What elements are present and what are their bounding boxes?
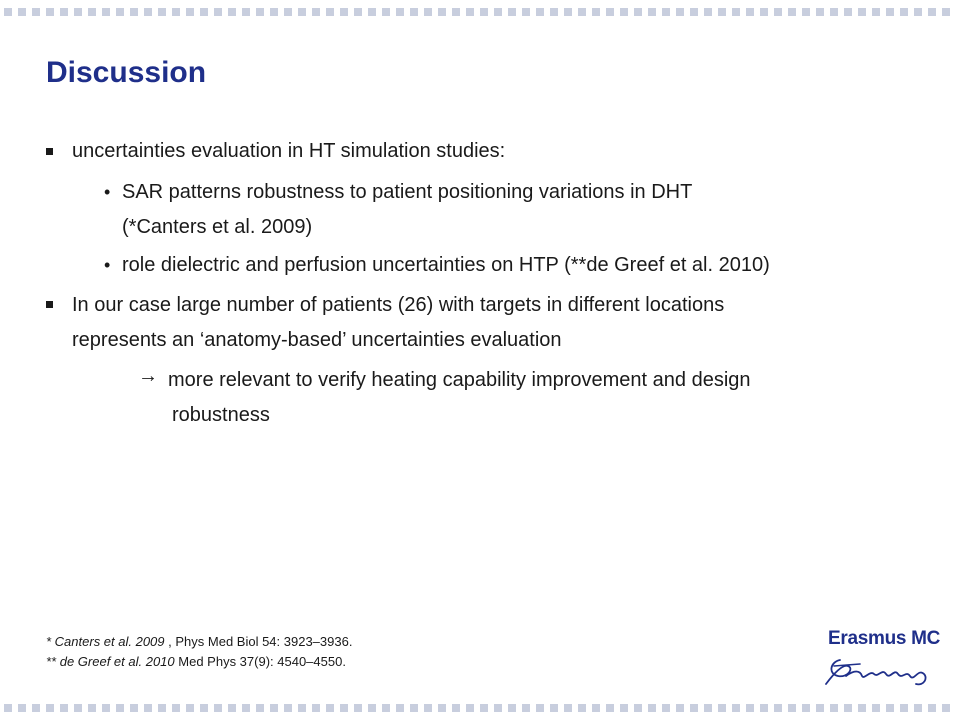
- border-dot: [788, 704, 796, 712]
- border-dot: [620, 8, 628, 16]
- border-dot: [438, 8, 446, 16]
- border-dot: [340, 704, 348, 712]
- square-bullet-icon: [46, 148, 53, 155]
- border-dot: [592, 704, 600, 712]
- border-dot: [4, 8, 12, 16]
- border-dot: [88, 8, 96, 16]
- top-dotted-border: [0, 8, 960, 16]
- bullet-2-cont: represents an ‘anatomy-based’ uncertainties evaluation: [72, 329, 562, 351]
- border-dot: [746, 8, 754, 16]
- border-dot: [284, 8, 292, 16]
- border-dot: [284, 704, 292, 712]
- border-dot: [676, 8, 684, 16]
- border-dot: [550, 8, 558, 16]
- sub-bullet-1a: SAR patterns robustness to patient positioning variations in DHT: [122, 181, 693, 203]
- border-dot: [886, 704, 894, 712]
- border-dot: [326, 8, 334, 16]
- border-dot: [830, 704, 838, 712]
- sub-bullet-1b: role dielectric and perfusion uncertainties on HTP (**de Greef et al. 2010): [122, 254, 770, 276]
- border-dot: [340, 8, 348, 16]
- border-dot: [914, 704, 922, 712]
- border-dot: [662, 704, 670, 712]
- border-dot: [18, 8, 26, 16]
- border-dot: [536, 704, 544, 712]
- border-dot: [662, 8, 670, 16]
- border-dot: [634, 704, 642, 712]
- arrow-point: more relevant to verify heating capability improvement and design: [168, 369, 751, 391]
- border-dot: [312, 704, 320, 712]
- references: [46, 632, 352, 672]
- slide-title: Discussion: [46, 56, 207, 89]
- border-dot: [858, 8, 866, 16]
- border-dot: [508, 704, 516, 712]
- border-dot: [130, 704, 138, 712]
- border-dot: [802, 704, 810, 712]
- border-dot: [494, 704, 502, 712]
- border-dot: [732, 8, 740, 16]
- erasmus-signature-icon: [820, 650, 940, 690]
- border-dot: [410, 8, 418, 16]
- border-dot: [270, 704, 278, 712]
- sub-bullet-1a-cont: (*Canters et al. 2009): [122, 216, 313, 238]
- border-dot: [46, 704, 54, 712]
- border-dot: [844, 8, 852, 16]
- border-dot: [382, 704, 390, 712]
- border-dot: [410, 704, 418, 712]
- border-dot: [690, 704, 698, 712]
- border-dot: [200, 8, 208, 16]
- border-dot: [606, 8, 614, 16]
- border-dot: [270, 8, 278, 16]
- border-dot: [326, 704, 334, 712]
- border-dot: [942, 8, 950, 16]
- border-dot: [900, 8, 908, 16]
- bullet-1: uncertainties evaluation in HT simulation studies:: [72, 140, 506, 162]
- border-dot: [928, 8, 936, 16]
- border-dot: [522, 704, 530, 712]
- border-dot: [368, 8, 376, 16]
- border-dot: [158, 704, 166, 712]
- border-dot: [242, 704, 250, 712]
- border-dot: [522, 8, 530, 16]
- border-dot: [746, 704, 754, 712]
- border-dot: [354, 704, 362, 712]
- arrow-right-icon: →: [138, 365, 158, 387]
- border-dot: [200, 704, 208, 712]
- border-dot: [382, 8, 390, 16]
- border-dot: [508, 8, 516, 16]
- bullet-2: In our case large number of patients (26) with targets in different locations: [72, 294, 725, 316]
- border-dot: [704, 704, 712, 712]
- border-dot: [494, 8, 502, 16]
- border-dot: [732, 704, 740, 712]
- border-dot: [466, 704, 474, 712]
- square-bullet-icon: [46, 301, 53, 308]
- border-dot: [816, 704, 824, 712]
- border-dot: [858, 704, 866, 712]
- border-dot: [74, 8, 82, 16]
- border-dot: [718, 8, 726, 16]
- reference-author: Canters et al. 2009: [54, 634, 165, 649]
- round-bullet-icon: •: [104, 255, 111, 275]
- reference-2: ** de Greef et al. 2010 Med Phys 37(9): 4540–4550.: [46, 654, 346, 669]
- border-dot: [116, 8, 124, 16]
- border-dot: [564, 8, 572, 16]
- border-dot: [144, 8, 152, 16]
- border-dot: [186, 8, 194, 16]
- border-dot: [46, 8, 54, 16]
- border-dot: [914, 8, 922, 16]
- border-dot: [480, 8, 488, 16]
- border-dot: [354, 8, 362, 16]
- border-dot: [844, 704, 852, 712]
- border-dot: [466, 8, 474, 16]
- border-dot: [760, 704, 768, 712]
- border-dot: [620, 704, 628, 712]
- border-dot: [368, 704, 376, 712]
- border-dot: [228, 8, 236, 16]
- border-dot: [578, 704, 586, 712]
- border-dot: [130, 8, 138, 16]
- border-dot: [424, 8, 432, 16]
- border-dot: [60, 704, 68, 712]
- border-dot: [830, 8, 838, 16]
- border-dot: [88, 704, 96, 712]
- border-dot: [298, 8, 306, 16]
- border-dot: [242, 8, 250, 16]
- border-dot: [480, 704, 488, 712]
- border-dot: [4, 704, 12, 712]
- border-dot: [578, 8, 586, 16]
- erasmus-mc-logo: Erasmus MC: [828, 628, 941, 649]
- arrow-point-cont: robustness: [172, 404, 270, 426]
- round-bullet-icon: •: [104, 182, 111, 202]
- border-dot: [228, 704, 236, 712]
- border-dot: [550, 704, 558, 712]
- border-dot: [60, 8, 68, 16]
- border-dot: [18, 704, 26, 712]
- border-dot: [452, 8, 460, 16]
- border-dot: [214, 8, 222, 16]
- border-dot: [676, 704, 684, 712]
- border-dot: [214, 704, 222, 712]
- border-dot: [788, 8, 796, 16]
- bottom-dotted-border: [0, 704, 960, 712]
- border-dot: [116, 704, 124, 712]
- border-dot: [172, 8, 180, 16]
- border-dot: [424, 704, 432, 712]
- border-dot: [690, 8, 698, 16]
- border-dot: [928, 704, 936, 712]
- border-dot: [438, 704, 446, 712]
- border-dot: [760, 8, 768, 16]
- border-dot: [900, 704, 908, 712]
- border-dot: [172, 704, 180, 712]
- border-dot: [32, 704, 40, 712]
- border-dot: [396, 8, 404, 16]
- border-dot: [704, 8, 712, 16]
- border-dot: [648, 704, 656, 712]
- border-dot: [144, 704, 152, 712]
- border-dot: [774, 704, 782, 712]
- border-dot: [298, 704, 306, 712]
- border-dot: [816, 8, 824, 16]
- border-dot: [312, 8, 320, 16]
- border-dot: [592, 8, 600, 16]
- reference-1: * Canters et al. 2009 , Phys Med Biol 54: 3923–3936.: [46, 634, 353, 649]
- border-dot: [186, 704, 194, 712]
- border-dot: [102, 704, 110, 712]
- border-dot: [396, 704, 404, 712]
- border-dot: [872, 704, 880, 712]
- reference-author: de Greef et al. 2010: [59, 654, 175, 669]
- border-dot: [718, 704, 726, 712]
- border-dot: [452, 704, 460, 712]
- border-dot: [32, 8, 40, 16]
- border-dot: [774, 8, 782, 16]
- border-dot: [536, 8, 544, 16]
- border-dot: [634, 8, 642, 16]
- border-dot: [606, 704, 614, 712]
- border-dot: [102, 8, 110, 16]
- border-dot: [802, 8, 810, 16]
- border-dot: [564, 704, 572, 712]
- border-dot: [158, 8, 166, 16]
- border-dot: [886, 8, 894, 16]
- border-dot: [256, 8, 264, 16]
- border-dot: [872, 8, 880, 16]
- border-dot: [942, 704, 950, 712]
- border-dot: [74, 704, 82, 712]
- border-dot: [256, 704, 264, 712]
- border-dot: [648, 8, 656, 16]
